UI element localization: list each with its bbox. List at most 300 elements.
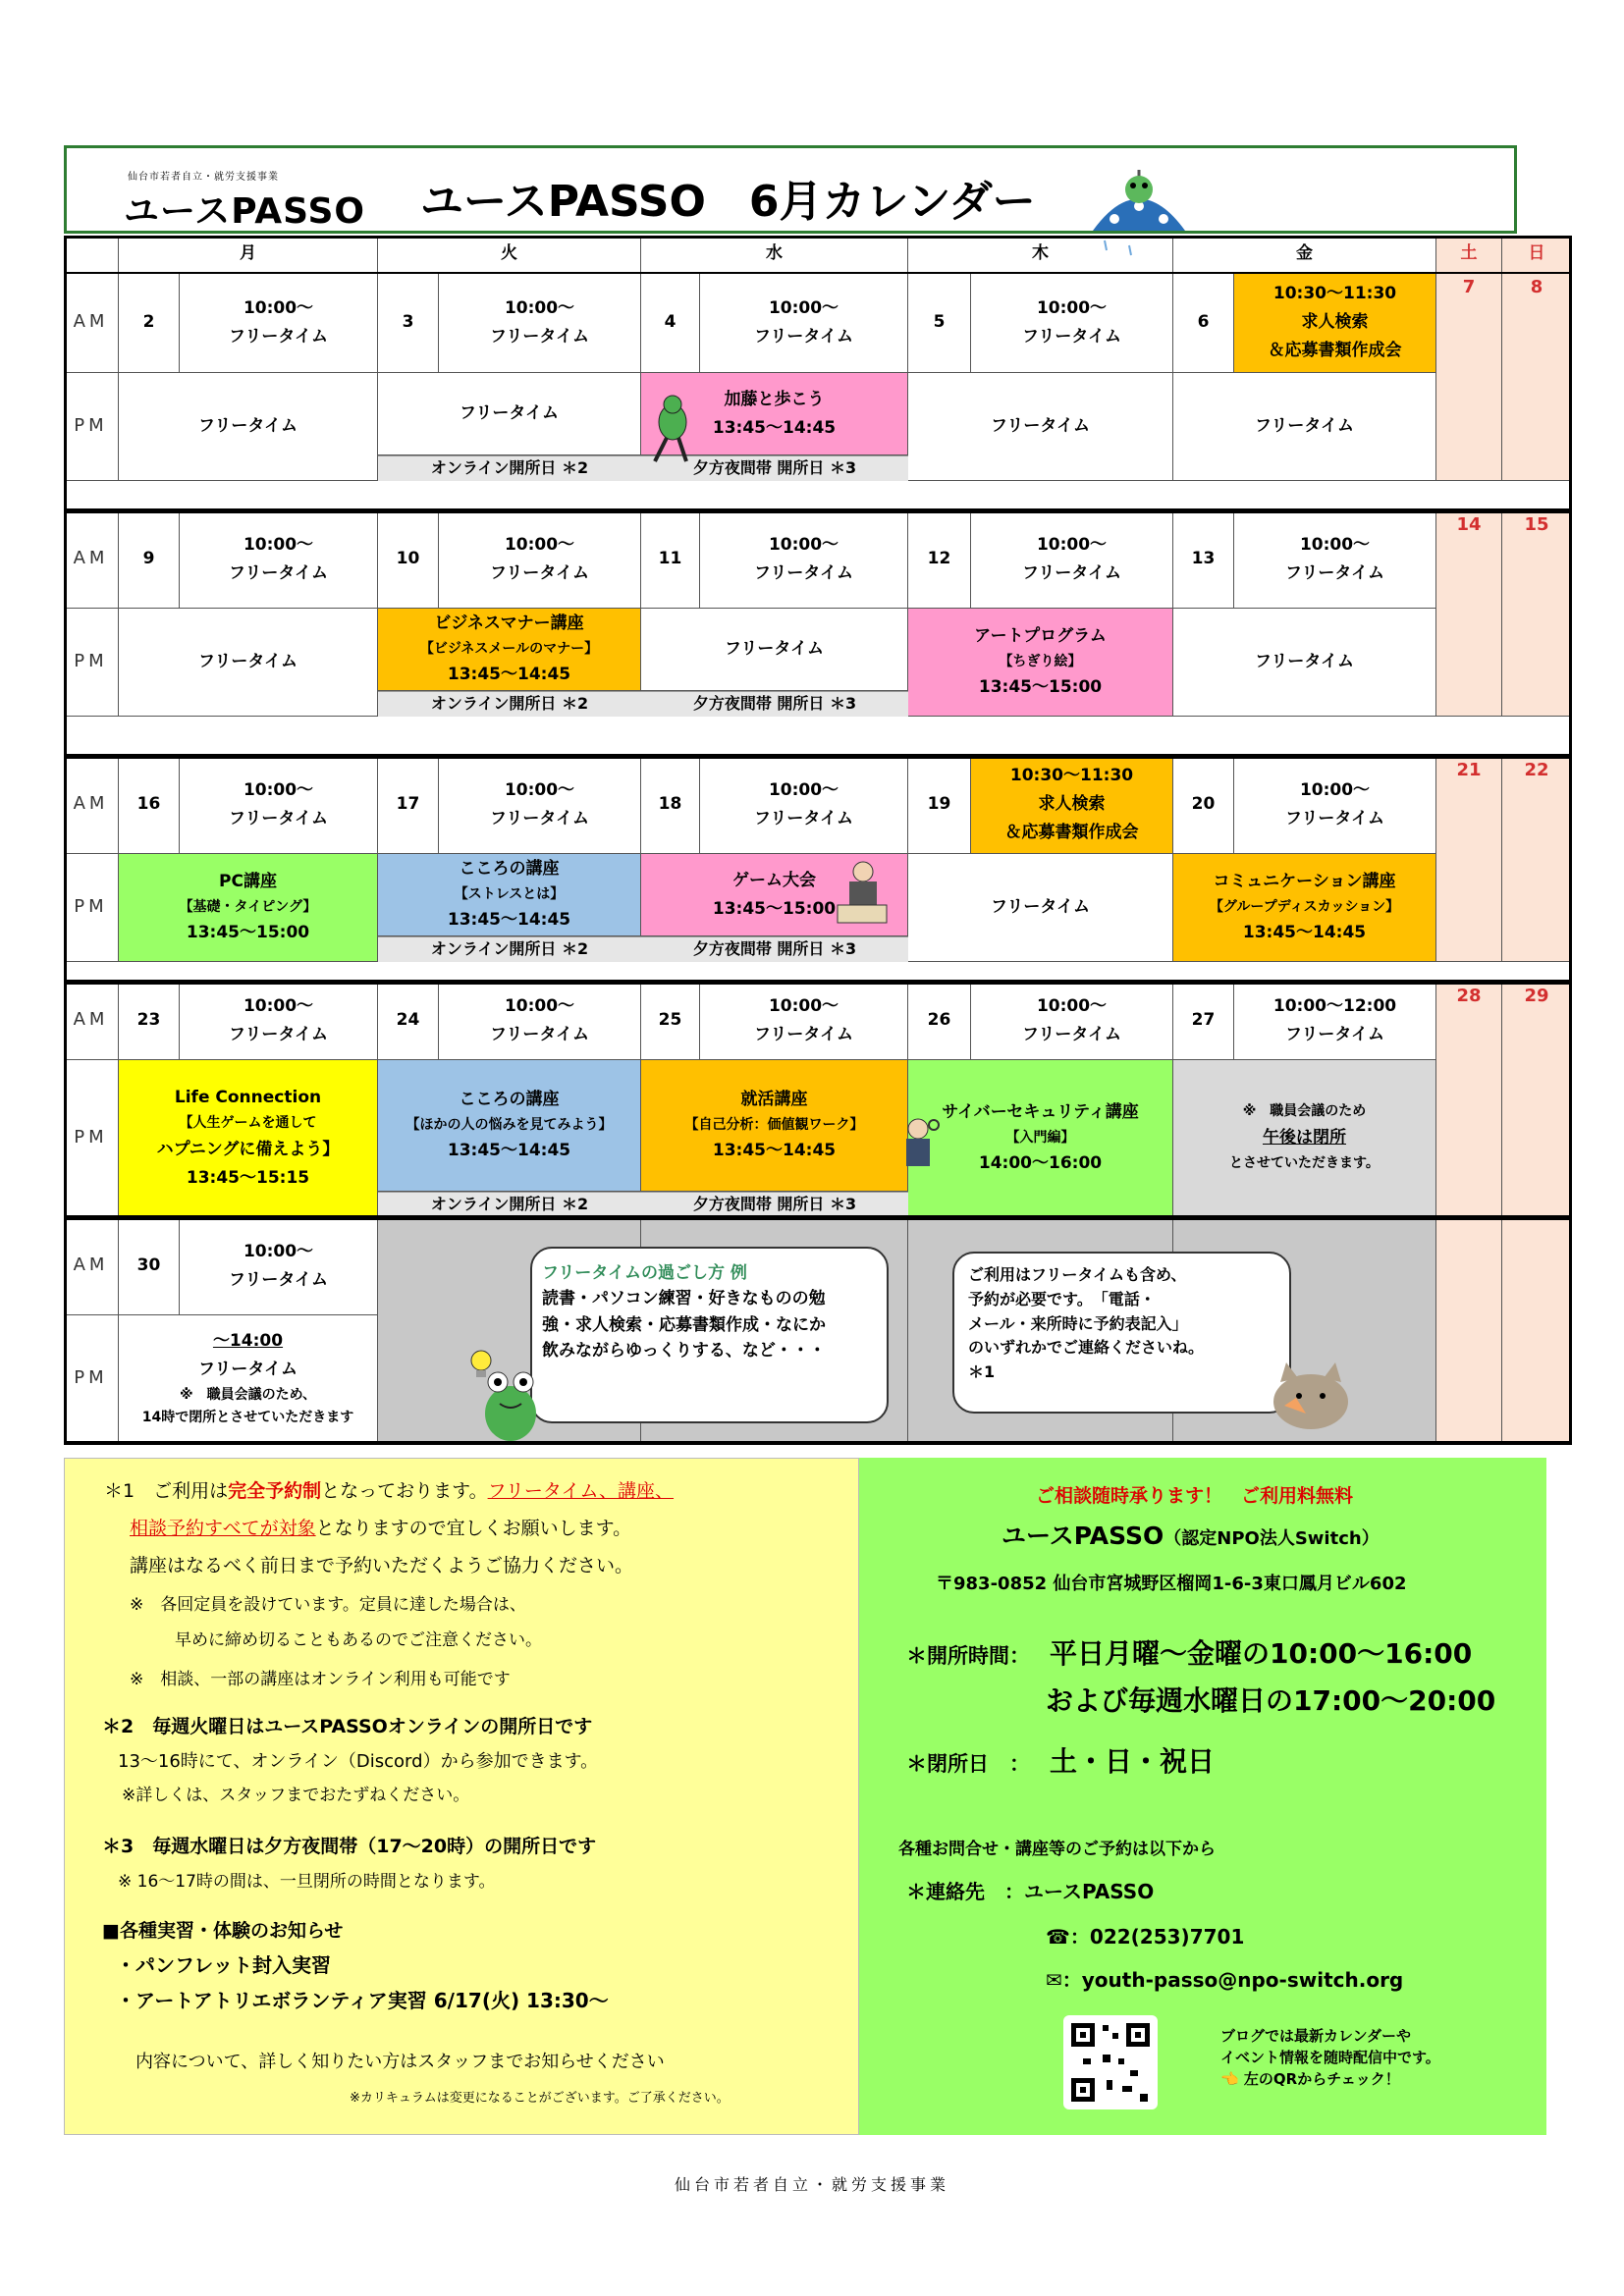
evening-day-band: 夕方夜間帯 開所日 ＊3 xyxy=(641,455,908,481)
pm-slot-line-2: 13:45〜14:45 xyxy=(447,910,571,931)
grid-border xyxy=(64,272,1572,274)
closed-label: ＊閉所日 ： xyxy=(906,1752,1030,1776)
pm-slot-line-2: 13:45〜15:00 xyxy=(978,677,1103,698)
pm-slot-line-0: ※ 職員会議のため xyxy=(1242,1103,1367,1120)
phone: ☎：022(253)7701 xyxy=(1046,1925,1245,1949)
pm-slot xyxy=(1173,1060,1436,1217)
pm-slot-line-0: コミュニケーション講座 xyxy=(1213,871,1396,891)
cat-icon xyxy=(1267,1355,1355,1433)
am-slot xyxy=(971,510,1173,609)
weekend-date: 15 xyxy=(1524,514,1549,535)
note-4b: ・パンフレット封入実習 xyxy=(116,1953,331,1977)
am-label xyxy=(64,756,119,854)
pm-slot-line-1: 【ビジネスメールのマナー】 xyxy=(419,640,599,657)
note-3a: ＊3 毎週水曜日は夕方夜間帯（17〜20時）の開所日です xyxy=(102,1836,597,1857)
pm-slot xyxy=(1173,373,1436,481)
am-slot-line-0: 10:30〜11:30 xyxy=(1009,766,1134,786)
am-slot-line-1: フリータイム xyxy=(490,1024,589,1044)
am-slot-line-0: 10:00〜 xyxy=(768,995,839,1016)
pm-label-line-0: PM xyxy=(74,896,108,918)
pm-slot xyxy=(119,1315,378,1443)
am-slot-line-2: ＆応募書類作成会 xyxy=(1004,822,1139,842)
pm-slot xyxy=(378,609,641,691)
am-slot-line-0: 10:00〜 xyxy=(243,779,314,800)
bubble-line: ＊1 xyxy=(968,1362,996,1382)
date-number-line-0: 6 xyxy=(1197,312,1210,333)
pm-slot-line-0: アートプログラム xyxy=(974,625,1107,646)
date-number-line-0: 27 xyxy=(1191,1010,1216,1031)
pm-slot xyxy=(908,854,1173,962)
date-number-line-0: 5 xyxy=(933,312,946,333)
game-player-icon xyxy=(832,858,893,929)
date-number-line-0: 19 xyxy=(927,794,951,815)
bubble-line: 飲みながらゆっくりする、など・・・ xyxy=(542,1341,826,1362)
bubble-line: 予約が必要です。 「電話・ xyxy=(968,1289,1156,1308)
am-slot-line-1: フリータイム xyxy=(490,326,589,347)
pm-slot-line-0: ビジネスマナー講座 xyxy=(434,613,584,633)
online-day-band: オンライン開所日 ＊2 xyxy=(378,1192,641,1217)
page-title: ユースPASSO 6月カレンダー xyxy=(420,177,1036,227)
pm-slot-line-0: 〜14:00 xyxy=(212,1330,284,1351)
grid-border xyxy=(64,1441,1572,1445)
day-header xyxy=(1436,236,1502,273)
date-number xyxy=(1173,982,1234,1060)
weekend-date: 22 xyxy=(1524,760,1549,780)
date-number-line-0: 16 xyxy=(136,794,161,815)
am-label xyxy=(64,1217,119,1315)
weekend-date: 21 xyxy=(1456,760,1482,780)
note-4c: ・アートアトリエボランティア実習 6/17(火) 13:30〜 xyxy=(116,1989,609,2012)
am-slot xyxy=(180,756,378,854)
note-5: 内容について、詳しく知りたい方はスタッフまでお知らせください xyxy=(135,2052,665,2072)
am-slot-line-0: 10:00〜 xyxy=(1036,995,1108,1016)
pm-slot-line-1: 【入門編】 xyxy=(1005,1129,1075,1146)
am-slot xyxy=(180,982,378,1060)
pointing-hand-icon: 👈 xyxy=(1220,2070,1239,2088)
hours-label: ＊開所時間： xyxy=(906,1644,1030,1668)
am-label-line-0: AM xyxy=(73,311,109,333)
am-slot-line-0: 10:00〜 xyxy=(768,779,839,800)
pm-slot-line-1: 午後は閉所 xyxy=(1263,1128,1346,1148)
blog-text-3: 👈 左のQRからチェック！ xyxy=(1220,2070,1400,2088)
weekend-date: 28 xyxy=(1456,986,1482,1006)
am-slot-line-0: 10:00〜 xyxy=(243,297,314,318)
pm-slot xyxy=(908,1060,1173,1217)
weekend-date: 14 xyxy=(1456,514,1482,535)
am-slot xyxy=(971,273,1173,373)
weekend-sun xyxy=(1502,273,1572,481)
date-number xyxy=(119,1217,180,1315)
pm-slot-line-0: Life Connection xyxy=(174,1088,322,1108)
am-slot xyxy=(1234,982,1436,1060)
date-number-line-0: 17 xyxy=(396,794,420,815)
am-slot-line-1: フリータイム xyxy=(229,1024,328,1044)
date-number-line-0: 23 xyxy=(136,1010,161,1031)
weekend-sat xyxy=(1436,510,1502,717)
blog-text-2: イベント情報を随時配信中です。 xyxy=(1220,2049,1440,2066)
pm-slot-line-0: PC講座 xyxy=(219,871,277,891)
day-header xyxy=(641,236,908,273)
day-header xyxy=(908,236,1173,273)
am-slot xyxy=(700,273,908,373)
pm-slot-line-0: こころの講座 xyxy=(459,858,560,879)
am-slot xyxy=(439,756,641,854)
am-slot xyxy=(1234,510,1436,609)
grid-border xyxy=(64,980,1572,985)
am-label-line-0: AM xyxy=(73,548,109,569)
date-number-line-0: 26 xyxy=(927,1010,951,1031)
am-slot-line-0: 10:00〜 xyxy=(504,995,575,1016)
date-number xyxy=(119,273,180,373)
note-2a: ＊2 毎週火曜日はユースPASSOオンラインの開所日です xyxy=(102,1716,593,1737)
am-slot xyxy=(439,510,641,609)
date-number-line-0: 30 xyxy=(136,1255,161,1276)
date-number xyxy=(1173,510,1234,609)
date-number xyxy=(908,273,971,373)
day-header-line-0: 火 xyxy=(501,243,517,264)
am-slot-line-0: 10:00〜 xyxy=(243,534,314,555)
contact-panel xyxy=(859,1458,1546,2135)
weekend-sat xyxy=(1436,1217,1502,1443)
contact-headline: ご相談随時承ります！ ご利用料無料 xyxy=(1036,1485,1354,1507)
date-number-line-0: 18 xyxy=(658,794,682,815)
am-slot-line-1: フリータイム xyxy=(229,326,328,347)
closed-days: 土・日・祝日 xyxy=(1050,1745,1216,1778)
am-slot-line-1: フリータイム xyxy=(229,562,328,583)
weekend-date: 8 xyxy=(1530,277,1543,297)
am-slot-line-0: 10:00〜 xyxy=(1036,297,1108,318)
weekend-sat xyxy=(1436,982,1502,1217)
pm-slot-line-1: 【基礎・タイピング】 xyxy=(179,898,317,915)
pm-slot-line-2: 13:45〜15:00 xyxy=(186,923,310,943)
am-slot-line-0: 10:00〜 xyxy=(243,995,314,1016)
note-2b: 13〜16時にて、オンライン（Discord）から参加できます。 xyxy=(118,1751,599,1772)
am-slot xyxy=(700,756,908,854)
pm-slot-line-2: 13:45〜14:45 xyxy=(712,1141,837,1161)
am-slot-line-0: 10:00〜 xyxy=(504,297,575,318)
am-slot-line-1: フリータイム xyxy=(229,1269,328,1290)
am-slot-line-0: 10:00〜12:00 xyxy=(1272,995,1397,1016)
bubble-line: のいずれかでご連絡くださいね。 xyxy=(968,1338,1205,1358)
pm-slot xyxy=(119,609,378,717)
header-box xyxy=(64,145,1517,234)
weekend-sun xyxy=(1502,1217,1572,1443)
logo: ユースPASSO xyxy=(124,191,365,232)
am-slot-line-1: フリータイム xyxy=(754,326,853,347)
date-number xyxy=(378,982,439,1060)
am-slot xyxy=(971,982,1173,1060)
am-slot-line-1: フリータイム xyxy=(754,562,853,583)
am-slot xyxy=(700,510,908,609)
date-number-line-0: 11 xyxy=(658,549,682,569)
evening-day-band: 夕方夜間帯 開所日 ＊3 xyxy=(641,691,908,717)
date-number-line-0: 9 xyxy=(142,549,155,569)
date-number-line-0: 4 xyxy=(664,312,677,333)
pm-slot-line-1: 【グループディスカッション】 xyxy=(1209,898,1400,915)
pm-slot xyxy=(1173,854,1436,962)
date-number xyxy=(908,982,971,1060)
pm-label xyxy=(64,854,119,962)
pm-slot-line-0: 加藤と歩こう xyxy=(724,389,825,409)
pm-slot-line-0: フリータイム xyxy=(991,897,1090,918)
day-header-line-0: 土 xyxy=(1460,243,1478,264)
weekend-sat xyxy=(1436,273,1502,481)
am-slot xyxy=(1234,756,1436,854)
date-number xyxy=(908,510,971,609)
grid-border xyxy=(1569,236,1572,1443)
date-number xyxy=(119,756,180,854)
am-label xyxy=(64,982,119,1060)
note-6: ※カリキュラムは変更になることがございます。ご了承ください。 xyxy=(350,2091,730,2106)
grid-border xyxy=(64,236,67,1443)
email[interactable]: ✉：youth-passo@npo-switch.org xyxy=(1046,1968,1404,1992)
note-3b: ※ 16〜17時の間は、一旦閉所の時間となります。 xyxy=(118,1872,496,1892)
am-slot-line-1: フリータイム xyxy=(1285,1024,1384,1044)
bubble-line: ご利用はフリータイムも含め、 xyxy=(968,1265,1187,1284)
bubble-line: メール・来所時に予約表記入」 xyxy=(968,1313,1188,1333)
pm-label xyxy=(64,373,119,481)
reservation-bubble xyxy=(952,1252,1291,1414)
pm-slot-line-0: ゲーム大会 xyxy=(732,870,816,890)
header-corner xyxy=(64,236,119,273)
pm-slot-line-1: 【ストレスとは】 xyxy=(454,885,565,902)
pm-slot xyxy=(1173,609,1436,717)
date-number xyxy=(378,273,439,373)
am-slot xyxy=(1234,273,1436,373)
date-number xyxy=(641,756,700,854)
grid-border xyxy=(64,508,1572,513)
pm-slot-line-0: こころの講座 xyxy=(459,1089,560,1109)
note-1e: 早めに締め切ることもあるのでご注意ください。 xyxy=(175,1630,542,1650)
pm-slot-line-0: 就活講座 xyxy=(740,1089,808,1109)
am-slot-line-1: フリータイム xyxy=(1022,326,1121,347)
am-slot-line-1: フリータイム xyxy=(1285,808,1384,828)
bubble-line: 強・求人検索・応募書類作成・なにか xyxy=(542,1314,826,1335)
note-2c: ※詳しくは、スタッフまでおたずねください。 xyxy=(122,1786,470,1805)
day-header-line-0: 月 xyxy=(240,243,256,264)
pm-slot-line-1: 【自己分析：価値観ワーク】 xyxy=(684,1116,864,1133)
am-slot-line-1: フリータイム xyxy=(490,808,589,828)
day-header xyxy=(1173,236,1436,273)
am-slot-line-1: フリータイム xyxy=(1022,562,1121,583)
date-number xyxy=(1173,756,1234,854)
pm-slot-line-1: 13:45〜14:45 xyxy=(712,417,837,438)
am-label-line-0: AM xyxy=(73,1255,109,1276)
lightbulb-icon xyxy=(464,1345,498,1384)
grid-border xyxy=(64,1215,1572,1220)
am-label xyxy=(64,273,119,373)
weekend-date: 7 xyxy=(1462,277,1476,297)
date-number-line-0: 20 xyxy=(1191,794,1216,815)
note-1f: ※ 相談、一部の講座はオンライン利用も可能です xyxy=(130,1670,511,1689)
note-4a: ■各種実習・体験のお知らせ xyxy=(102,1920,344,1942)
note-1b: 相談予約すべてが対象となりますので宜しくお願いします。 xyxy=(130,1518,632,1539)
am-slot-line-0: 10:00〜 xyxy=(504,534,575,555)
note-1a: ＊1 ご利用は完全予約制となっております。フリータイム、講座、 xyxy=(104,1480,675,1502)
am-slot xyxy=(180,510,378,609)
day-header-line-0: 水 xyxy=(766,243,783,264)
am-slot-line-1: フリータイム xyxy=(1285,562,1384,583)
pm-slot xyxy=(119,1060,378,1217)
pm-slot-line-1: 【ほかの人の悩みを見てみよう】 xyxy=(406,1116,613,1133)
mail-icon: ✉ xyxy=(1046,1968,1062,1992)
weekend-sun xyxy=(1502,756,1572,962)
date-number xyxy=(908,756,971,854)
pm-slot-line-0: フリータイム xyxy=(460,403,559,424)
date-number xyxy=(641,982,700,1060)
date-number-line-0: 13 xyxy=(1191,549,1216,569)
date-number-line-0: 2 xyxy=(142,312,155,333)
date-number xyxy=(119,510,180,609)
pm-slot xyxy=(378,854,641,936)
pm-slot xyxy=(119,373,378,481)
note-1d: ※ 各回定員を設けています。定員に達した場合は、 xyxy=(130,1595,526,1615)
pm-slot-line-0: フリータイム xyxy=(991,416,1090,437)
address: 〒983-0852 仙台市宮城野区榴岡1-6-3東口鳳月ビル602 xyxy=(936,1574,1407,1594)
pm-label xyxy=(64,1315,119,1443)
am-slot-line-0: 10:30〜11:30 xyxy=(1272,284,1397,304)
online-day-band: オンライン開所日 ＊2 xyxy=(378,455,641,481)
date-number xyxy=(641,510,700,609)
am-slot-line-0: 10:00〜 xyxy=(243,1241,314,1261)
contact-label: ＊連絡先 ：ユースPASSO xyxy=(906,1880,1155,1903)
am-slot-line-1: フリータイム xyxy=(754,808,853,828)
pm-label xyxy=(64,1060,119,1217)
am-label-line-0: AM xyxy=(73,793,109,815)
day-header-line-0: 日 xyxy=(1528,243,1545,264)
evening-day-band: 夕方夜間帯 開所日 ＊3 xyxy=(641,1192,908,1217)
am-slot-line-1: 求人検索 xyxy=(1038,794,1106,815)
am-slot-line-1: フリータイム xyxy=(1022,1024,1121,1044)
date-number xyxy=(641,273,700,373)
pm-slot xyxy=(378,373,641,455)
weekend-sat xyxy=(1436,756,1502,962)
inquiry-text: 各種お問合せ・講座等のご予約は以下から xyxy=(898,1840,1216,1859)
am-slot xyxy=(700,982,908,1060)
date-number xyxy=(1173,273,1234,373)
am-slot-line-0: 10:00〜 xyxy=(768,534,839,555)
calendar-grid xyxy=(64,236,1572,1453)
am-slot-line-1: フリータイム xyxy=(754,1024,853,1044)
pm-slot-line-3: 14時で閉所とさせていただきます xyxy=(141,1410,354,1426)
am-slot-line-1: 求人検索 xyxy=(1301,312,1369,333)
pm-slot xyxy=(908,609,1173,717)
day-header xyxy=(1502,236,1572,273)
am-slot-line-0: 10:00〜 xyxy=(1299,779,1371,800)
pm-slot-line-2: 14:00〜16:00 xyxy=(978,1153,1103,1174)
blog-text-1: ブログでは最新カレンダーや xyxy=(1220,2027,1412,2045)
weekend-sun xyxy=(1502,510,1572,717)
evening-day-band: 夕方夜間帯 開所日 ＊3 xyxy=(641,936,908,962)
date-number-line-0: 24 xyxy=(396,1010,420,1031)
am-slot-line-0: 10:00〜 xyxy=(1299,534,1371,555)
pm-slot-line-0: フリータイム xyxy=(1255,416,1354,437)
date-number-line-0: 25 xyxy=(658,1010,682,1031)
day-header-line-0: 金 xyxy=(1296,243,1313,264)
am-slot-line-0: 10:00〜 xyxy=(504,779,575,800)
pm-slot-line-1: 13:45〜15:00 xyxy=(712,898,837,919)
org-name: ユースPASSO（認定NPO法人Switch） xyxy=(1001,1522,1380,1550)
pm-slot-line-2: 13:45〜14:45 xyxy=(447,1141,571,1161)
notes-panel xyxy=(64,1458,859,2135)
pm-slot-line-0: フリータイム xyxy=(198,652,298,672)
am-slot xyxy=(971,756,1173,854)
am-slot xyxy=(180,1217,378,1315)
bubble-title: フリータイムの過ごし方 例 xyxy=(542,1263,747,1283)
hours-weekday: 平日月曜〜金曜の10:00〜16:00 xyxy=(1050,1637,1473,1670)
pm-slot-line-0: サイバーセキュリティ講座 xyxy=(942,1101,1139,1122)
am-slot xyxy=(439,982,641,1060)
pm-slot xyxy=(641,1060,908,1192)
date-number xyxy=(119,982,180,1060)
pm-slot-line-0: フリータイム xyxy=(725,639,824,660)
walking-frog-icon xyxy=(641,393,700,466)
pm-slot-line-2: ※ 職員会議のため、 xyxy=(179,1386,317,1403)
am-slot-line-1: フリータイム xyxy=(490,562,589,583)
pm-slot-line-1: フリータイム xyxy=(198,1359,298,1379)
weekend-date: 29 xyxy=(1524,986,1549,1006)
grid-border xyxy=(64,754,1572,759)
pm-slot-line-0: フリータイム xyxy=(198,416,298,437)
pm-slot-line-2: ハプニングに備えよう】 xyxy=(156,1139,340,1159)
am-slot xyxy=(439,273,641,373)
date-number xyxy=(378,510,439,609)
day-header-line-0: 木 xyxy=(1032,243,1049,264)
pm-label xyxy=(64,609,119,717)
pm-label-line-0: PM xyxy=(74,651,108,672)
am-slot-line-0: 10:00〜 xyxy=(768,297,839,318)
online-day-band: オンライン開所日 ＊2 xyxy=(378,936,641,962)
day-header xyxy=(119,236,378,273)
pm-slot-line-2: とさせていただきます。 xyxy=(1229,1154,1380,1171)
pm-slot xyxy=(378,1060,641,1192)
pm-slot xyxy=(908,373,1173,481)
pm-label-line-0: PM xyxy=(74,1127,108,1148)
weekend-sun xyxy=(1502,982,1572,1217)
am-label xyxy=(64,510,119,609)
ok-person-icon xyxy=(898,1115,942,1172)
footer: 仙台市若者自立・就労支援事業 xyxy=(674,2175,949,2194)
hours-wednesday: および毎週水曜日の17:00〜20:00 xyxy=(1046,1684,1496,1717)
bubble-line: 読書・パソコン練習・好きなものの勉 xyxy=(542,1289,826,1309)
date-number-line-0: 10 xyxy=(396,549,420,569)
am-slot-line-1: フリータイム xyxy=(229,808,328,828)
day-header xyxy=(378,236,641,273)
logo-subtitle: 仙台市若者自立・就労支援事業 xyxy=(128,172,279,183)
pm-label-line-0: PM xyxy=(74,1367,108,1389)
pm-slot xyxy=(641,609,908,691)
am-slot xyxy=(180,273,378,373)
pm-slot xyxy=(119,854,378,962)
note-1c: 講座はなるべく前日まで予約いただくようご協力ください。 xyxy=(130,1555,634,1576)
pm-slot-line-1: 【ちぎり絵】 xyxy=(999,653,1082,669)
am-label-line-0: AM xyxy=(73,1009,109,1031)
am-slot-line-0: 10:00〜 xyxy=(1036,534,1108,555)
phone-icon: ☎ xyxy=(1046,1925,1070,1949)
freetime-bubble xyxy=(530,1247,889,1423)
pm-slot-line-2: 13:45〜14:45 xyxy=(1242,923,1367,943)
pm-slot-line-2: 13:45〜14:45 xyxy=(447,665,571,685)
am-slot-line-2: ＆応募書類作成会 xyxy=(1268,340,1402,360)
pm-label-line-0: PM xyxy=(74,415,108,437)
date-number xyxy=(378,756,439,854)
grid-border xyxy=(64,236,1572,239)
pm-slot-line-0: フリータイム xyxy=(1255,652,1354,672)
date-number-line-0: 12 xyxy=(927,549,951,569)
pm-slot-line-1: 【人生ゲームを通して xyxy=(179,1115,317,1132)
date-number-line-0: 3 xyxy=(402,312,414,333)
qr-code-icon[interactable] xyxy=(1063,2015,1158,2109)
